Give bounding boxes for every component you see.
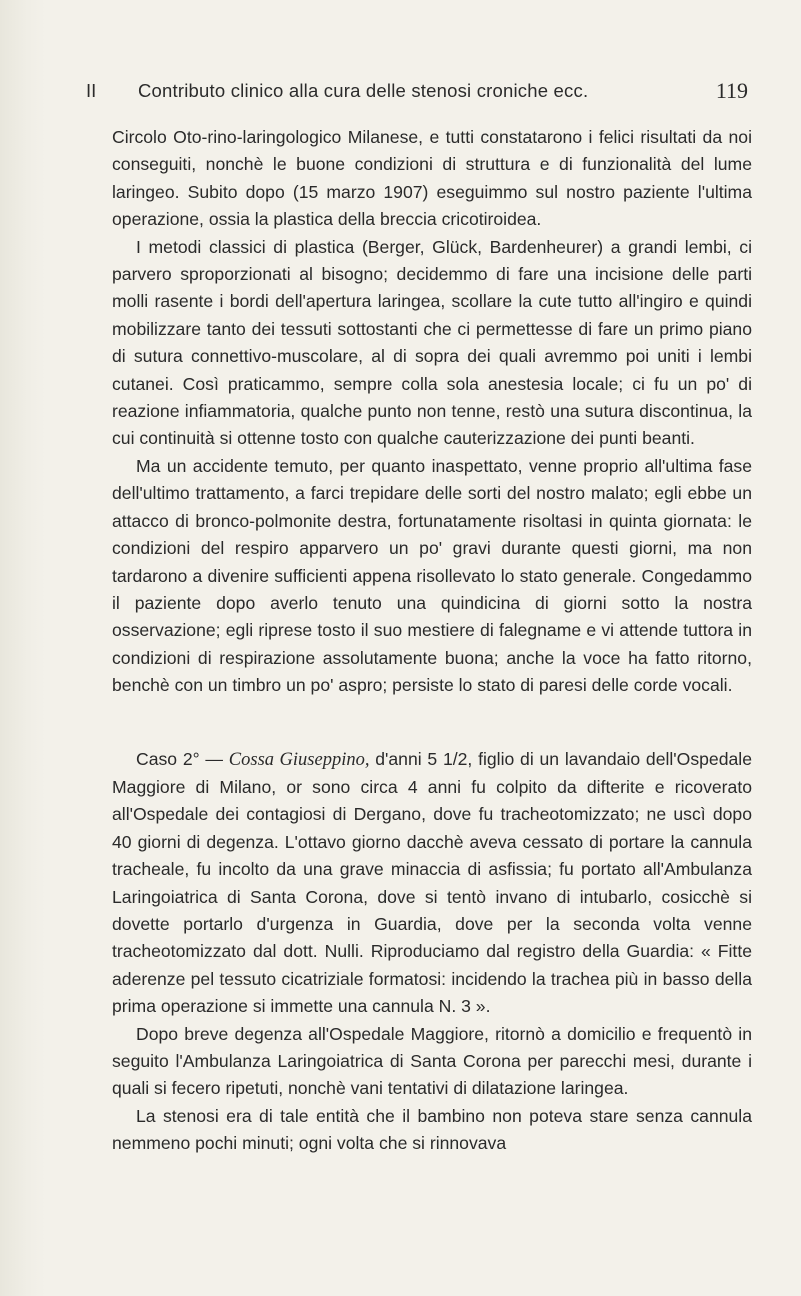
running-title: Contributo clinico alla cura delle stenosi croniche ecc. bbox=[138, 80, 589, 101]
paragraph-6: La stenosi era di tale entità che il bambino non poteva stare senza cannula nemmeno pochi minuti; ogni volta che si rinnovava bbox=[112, 1105, 752, 1154]
page-number: 119 bbox=[715, 78, 748, 103]
case-text: d'anni 5 1/2, figlio di un lavandaio dell'Ospedale Maggiore di Milano, or sono circa 4 anni fu colpito da difterite e ricoverato all'Ospedale dei contagiosi di Dergano, dove fu tracheotomizzato; ne uscì dopo 40 giorni di degenza. L'ottavo giorno dacchè aveva cessato di portare la cannula tracheale, fu incolto da una grave minaccia di asfissia; fu portato all'Ambulanza Laringoiatrica di Santa Corona, dove si tentò invano di intubarlo, cosicchè si dovette portarlo d'urgenza in Guardia, dove per la seconda volta venne tracheotomizzato dal dott. Nulli. Riproduciamo dal registro della Guardia: « Fitte aderenze pel tessuto cicatriziale formatosi: incidendo la trachea più in basso della prima operazione si immette una cannula N. 3 ». bbox=[112, 748, 752, 1017]
paragraph-case-2 bbox=[112, 746, 752, 1021]
paragraph-1: Circolo Oto-rino-laringologico Milanese, e tutti constatarono i felici risultati da noi conseguiti, nonchè le buone condizioni di struttura e di funzionalità del lume laringeo. Subito dopo (15 marzo 1907) eseguimmo sul nostro paziente l'ultima operazione, ossia la plastica della breccia cricotiroidea. bbox=[112, 127, 752, 230]
paragraph-3: Ma un accidente temuto, per quanto inaspettato, venne proprio all'ultima fase dell'ultimo trattamento, a farci trepidare delle sorti del nostro malato; egli ebbe un attacco di bronco-polmonite destra, fortunatamente risoltasi in quinta giornata: le condizioni del respiro apparvero un po' gravi durante questi giorni, ma non tardarono a divenire sufficienti appena risollevato lo stato generale. Congedammo il paziente dopo averlo tenuto una quindicina di giorni sotto la nostra osservazione; egli riprese tosto il suo mestiere di falegname e vi attende tuttora in condizioni di respirazione assolutamente buona; anche la voce ha fatto ritorno, benchè con un timbro un po' aspro; persiste lo stato di paresi delle corde vocali. bbox=[112, 455, 752, 696]
chapter-number: II bbox=[86, 80, 97, 101]
running-header bbox=[86, 80, 748, 108]
page-edge-shadow bbox=[0, 0, 46, 1296]
body-text bbox=[112, 124, 752, 1158]
paragraph-2: I metodi classici di plastica (Berger, Glück, Bardenheurer) a grandi lembi, ci parvero sproporzionati al bisogno; decidemmo di fare una incisione delle parti molli rasente i bordi dell'apertura laringea, scollare la cute tutto all'ingiro e quindi mobilizzare tanto dei tessuti sottostanti che ci permettesse di fare un primo piano di sutura connettivo-muscolare, al di sopra dei quali avremmo poi uniti i lembi cutanei. Così praticammo, sempre colla sola anestesia locale; ci fu un po' di reazione infiammatoria, qualche punto non tenne, restò una sutura discontinua, la cui continuità si ottenne tosto con qualche cauterizzazione dei punti beanti. bbox=[112, 236, 752, 449]
paragraph-5: Dopo breve degenza all'Ospedale Maggiore, ritornò a domicilio e frequentò in seguito l'Ambulanza Laringoiatrica di Santa Corona per parecchi mesi, durante i quali si fecero ripetuti, nonchè vani tentativi di dilatazione laringea. bbox=[112, 1023, 752, 1099]
case-label: Caso 2° — bbox=[136, 748, 229, 769]
patient-name: Cossa Giuseppino, bbox=[228, 749, 370, 770]
